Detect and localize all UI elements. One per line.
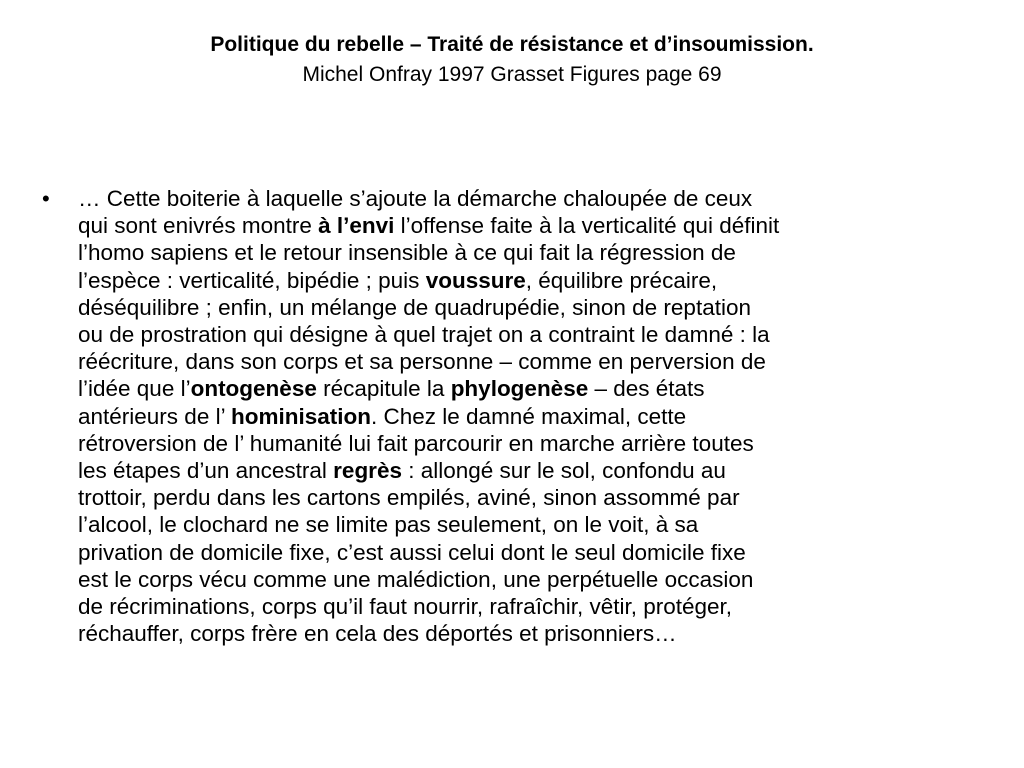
quote-text-run: … Cette boiterie à laquelle s’ajoute la démarche chaloupée de ceux bbox=[78, 186, 753, 211]
quote-text-run: l’alcool, le clochard ne se limite pas seulement, on le voit, à sa bbox=[78, 512, 699, 538]
quote-emphasis: hominisation bbox=[231, 403, 371, 429]
quote-text-run: l’espèce : verticalité, bipédie ; puis bbox=[78, 267, 426, 293]
quote-text-run: – des états bbox=[588, 376, 705, 402]
quote-text-run: l’offense faite à la verticalité qui définit bbox=[394, 213, 780, 239]
quote-text-run: : allongé sur le sol, confondu au bbox=[401, 458, 726, 484]
quote-text-run: les étapes d’un ancestral bbox=[78, 458, 334, 484]
quote-text-run: l’idée que l’ bbox=[78, 376, 191, 402]
quote-text-run: trottoir, perdu dans les cartons empilés, aviné, sinon assommé par bbox=[78, 485, 740, 511]
quote-line bbox=[78, 375, 982, 402]
quote-emphasis: voussure bbox=[425, 267, 526, 293]
quote-text-run: , équilibre précaire, bbox=[525, 267, 718, 293]
quote-line bbox=[78, 403, 982, 430]
bullet-item bbox=[42, 185, 982, 647]
quote-text-run: réécriture, dans son corps et sa personne – comme en perversion de bbox=[78, 349, 766, 375]
quote-line bbox=[78, 484, 982, 511]
quote-emphasis: phylogenèse bbox=[450, 376, 589, 402]
quote-text-run: récapitule la bbox=[316, 376, 451, 402]
quote-text-run: rétroversion de l’ humanité lui fait parcourir en marche arrière toutes bbox=[78, 430, 754, 456]
quote-text-run: est le corps vécu comme une malédiction, une perpétuelle occasion bbox=[78, 566, 754, 592]
slide-subtitle: Michel Onfray 1997 Grasset Figures page 69 bbox=[302, 63, 722, 86]
quote-text-run: ou de prostration qui désigne à quel trajet on a contraint le damné : la bbox=[78, 322, 770, 348]
quote-emphasis: à l’envi bbox=[318, 213, 395, 239]
quote-line bbox=[78, 620, 982, 647]
slide-title: Politique du rebelle – Traité de résistance et d’insoumission. bbox=[210, 33, 814, 56]
quote-line bbox=[78, 294, 982, 321]
quote-line bbox=[78, 348, 982, 375]
quote-text-run: l’homo sapiens et le retour insensible à ce qui fait la régression de bbox=[78, 240, 736, 266]
quote-line bbox=[78, 566, 982, 593]
bullet-icon: • bbox=[42, 186, 50, 211]
quote-line bbox=[78, 185, 982, 212]
quote-block bbox=[42, 185, 982, 647]
quote-emphasis: ontogenèse bbox=[190, 376, 317, 402]
quote-emphasis: regrès bbox=[333, 458, 402, 484]
quote-line bbox=[78, 239, 982, 266]
quote-line bbox=[78, 430, 982, 457]
quote-text-run: réchauffer, corps frère en cela des déportés et prisonniers… bbox=[78, 621, 677, 647]
quote-text-run: de récriminations, corps qu’il faut nourrir, rafraîchir, vêtir, protéger, bbox=[78, 594, 733, 620]
quote-line bbox=[78, 212, 982, 239]
quote-line bbox=[78, 321, 982, 348]
title-block bbox=[0, 30, 1024, 90]
quote-text-run: privation de domicile fixe, c’est aussi celui dont le seul domicile fixe bbox=[78, 539, 746, 565]
quote-text-run: déséquilibre ; enfin, un mélange de quadrupédie, sinon de reptation bbox=[78, 294, 751, 320]
quote-text-run: qui sont enivrés montre bbox=[78, 213, 319, 239]
quote-text-run: . Chez le damné maximal, cette bbox=[371, 403, 687, 429]
quote-line bbox=[78, 267, 982, 294]
quote-paragraph bbox=[78, 185, 982, 647]
quote-line bbox=[78, 539, 982, 566]
quote-line bbox=[78, 457, 982, 484]
quote-text-run: antérieurs de l’ bbox=[78, 403, 231, 429]
quote-line bbox=[78, 511, 982, 538]
quote-line bbox=[78, 593, 982, 620]
